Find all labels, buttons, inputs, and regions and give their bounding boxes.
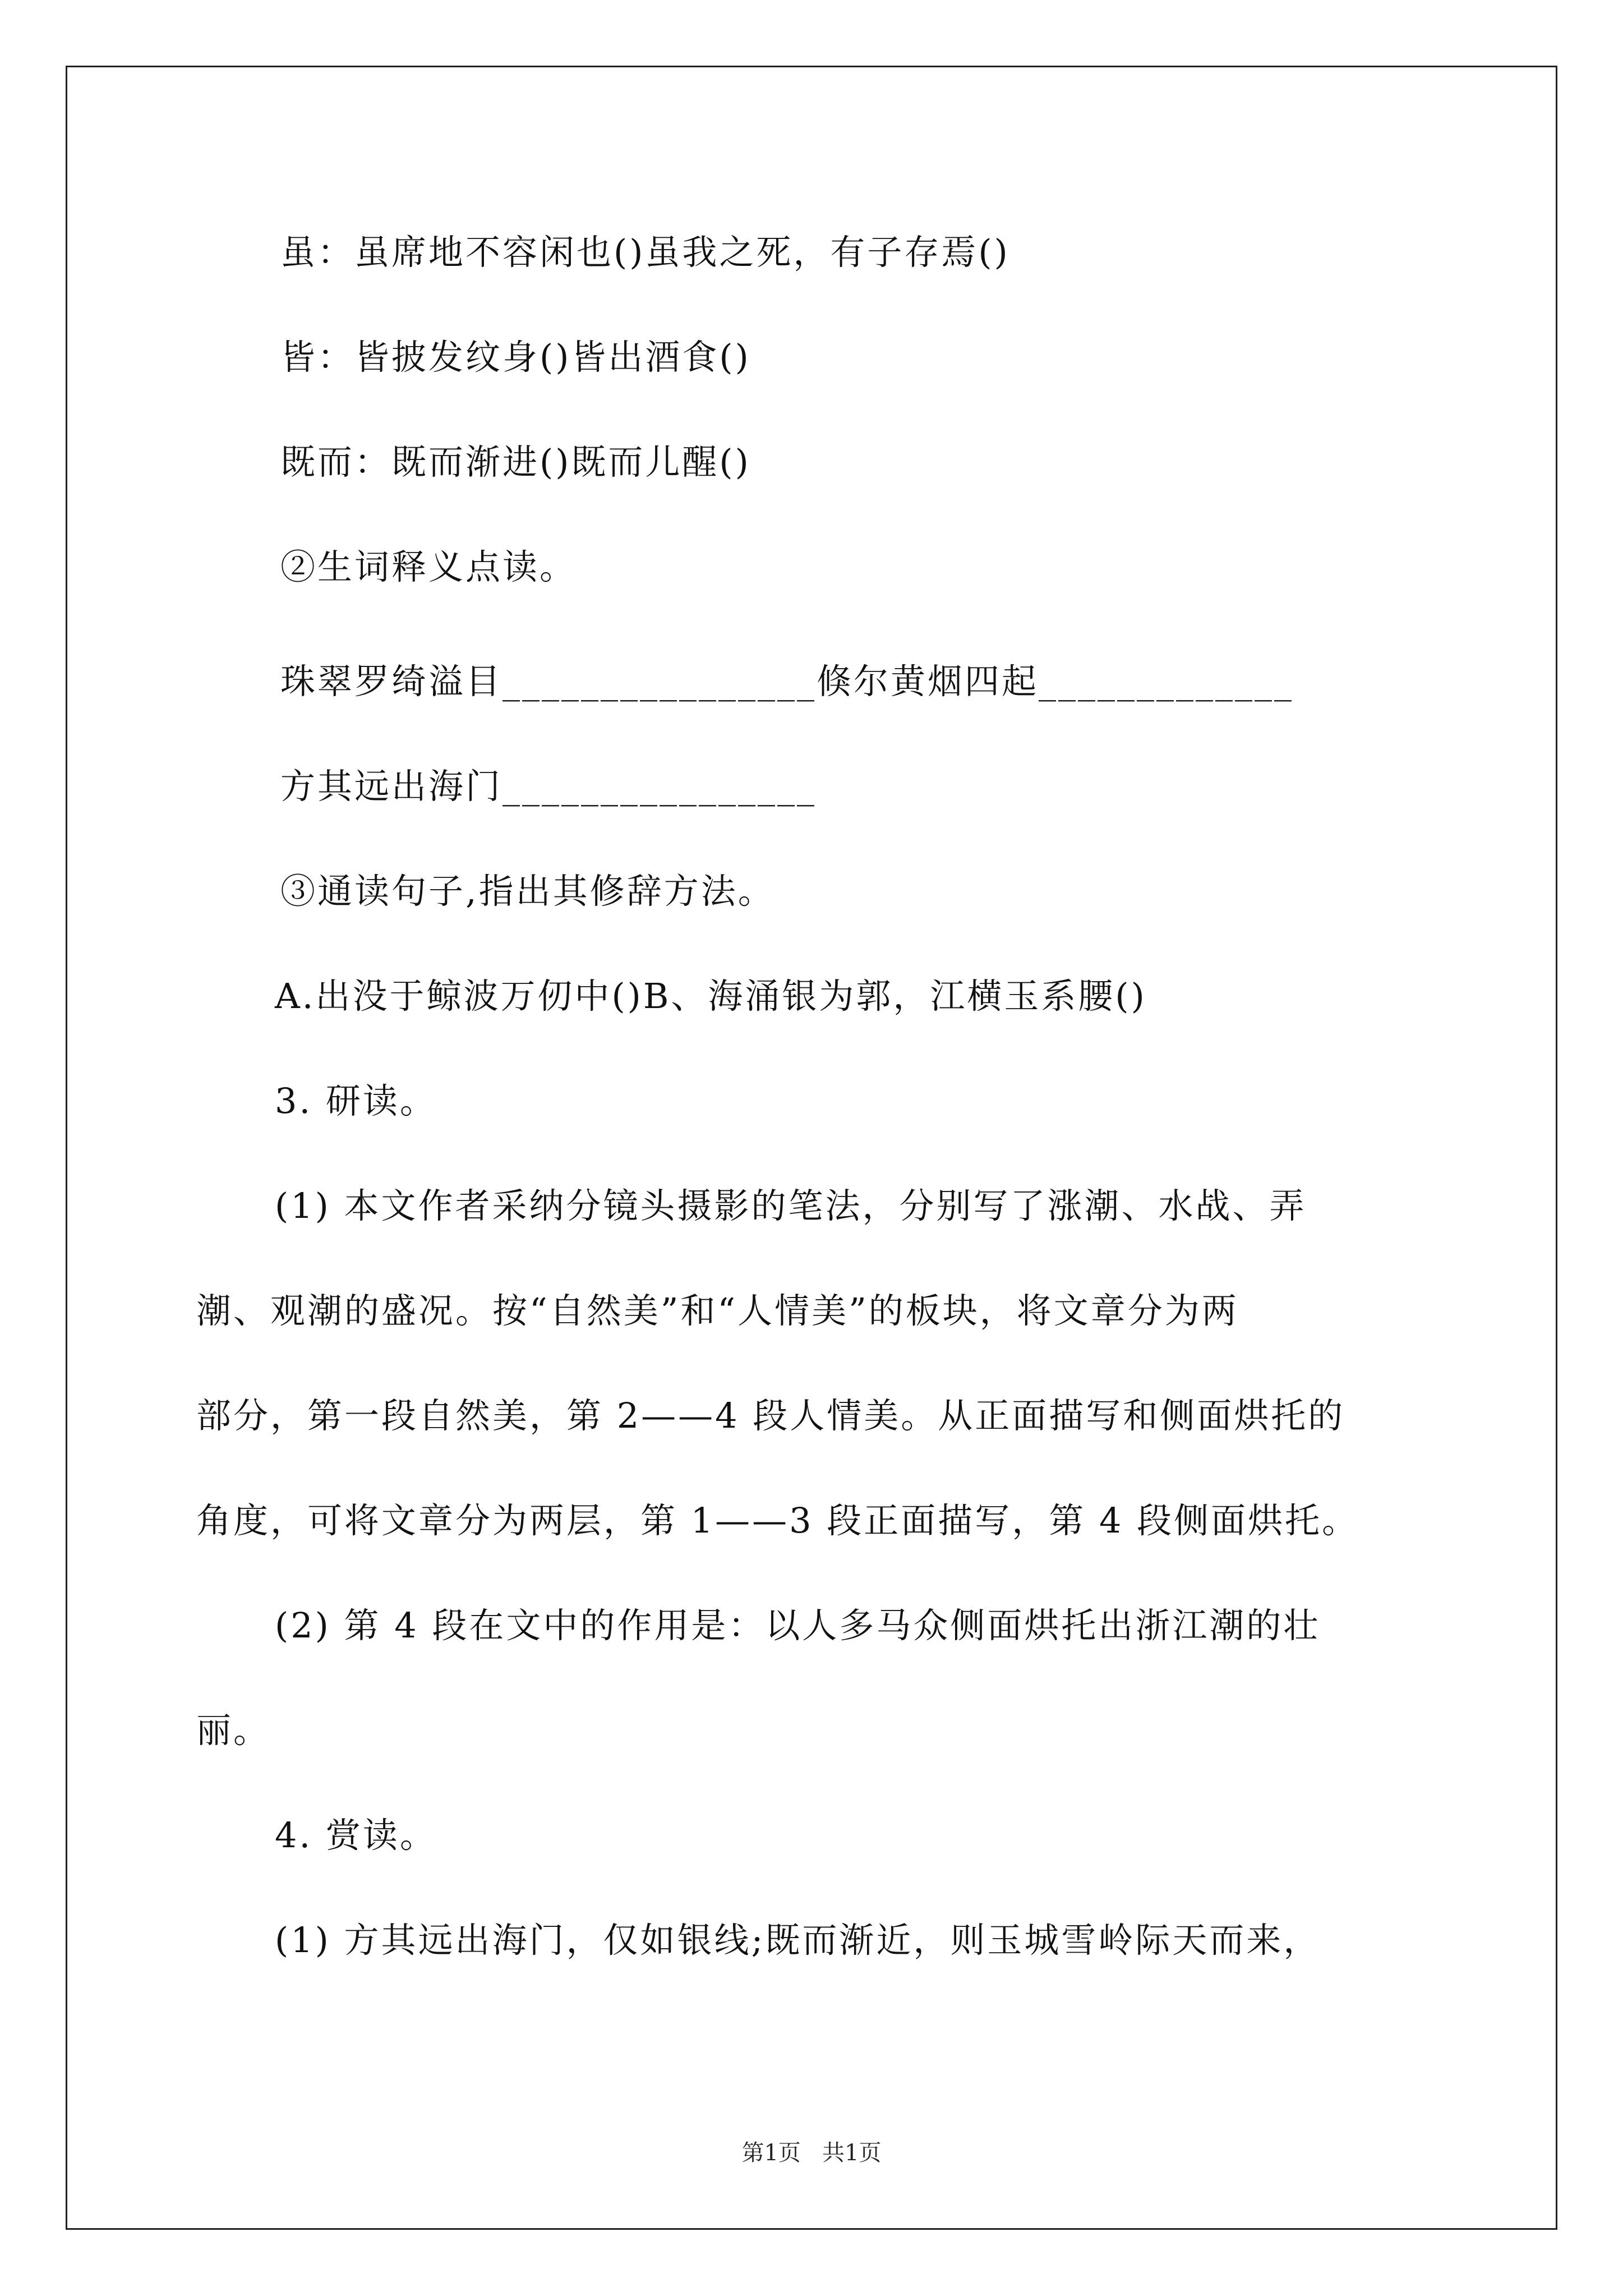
text-line: (2) 第 4 段在文中的作用是：以人多马众侧面烘托出浙江潮的壮 bbox=[275, 1605, 1321, 1646]
text-line: 潮、观潮的盛况。按“自然美”和“人情美”的板块，将文章分为两 bbox=[196, 1290, 1239, 1331]
text-line: 部分，第一段自然美，第 2——4 段人情美。从正面描写和侧面烘托的 bbox=[196, 1395, 1345, 1436]
text-line: (1) 方其远出海门，仅如银线;既而渐近，则玉城雪岭际天而来， bbox=[275, 1920, 1321, 1961]
text-line: ③通读句子,指出其修辞方法。 bbox=[280, 871, 775, 912]
text-line: 皆：皆披发纹身()皆出酒食() bbox=[280, 337, 751, 378]
text-line: ②生词释义点读。 bbox=[280, 546, 577, 587]
text-line: 虽：虽席地不容闲也()虽我之死，有子存焉() bbox=[280, 232, 1010, 273]
section-heading: 4. 赏读。 bbox=[275, 1815, 437, 1856]
text-line: 丽。 bbox=[196, 1710, 271, 1751]
page-footer: 第1页 共1页 bbox=[741, 2140, 882, 2166]
text-line: 既而：既而渐进()既而儿醒() bbox=[280, 441, 751, 482]
text-line: 方其远出海门________________ bbox=[280, 766, 817, 807]
text-line: 角度，可将文章分为两层，第 1——3 段正面描写，第 4 段侧面烘托。 bbox=[196, 1500, 1359, 1541]
text-line: A.出没于鲸波万仞中()B、海涌银为郭，江横玉系腰() bbox=[275, 976, 1147, 1016]
text-line: (1) 本文作者采纳分镜头摄影的笔法，分别写了涨潮、水战、弄 bbox=[275, 1185, 1307, 1226]
text-line: 珠翠罗绮溢目________________倏尔黄烟四起_____________ bbox=[280, 661, 1294, 702]
section-heading: 3. 研读。 bbox=[275, 1080, 437, 1121]
